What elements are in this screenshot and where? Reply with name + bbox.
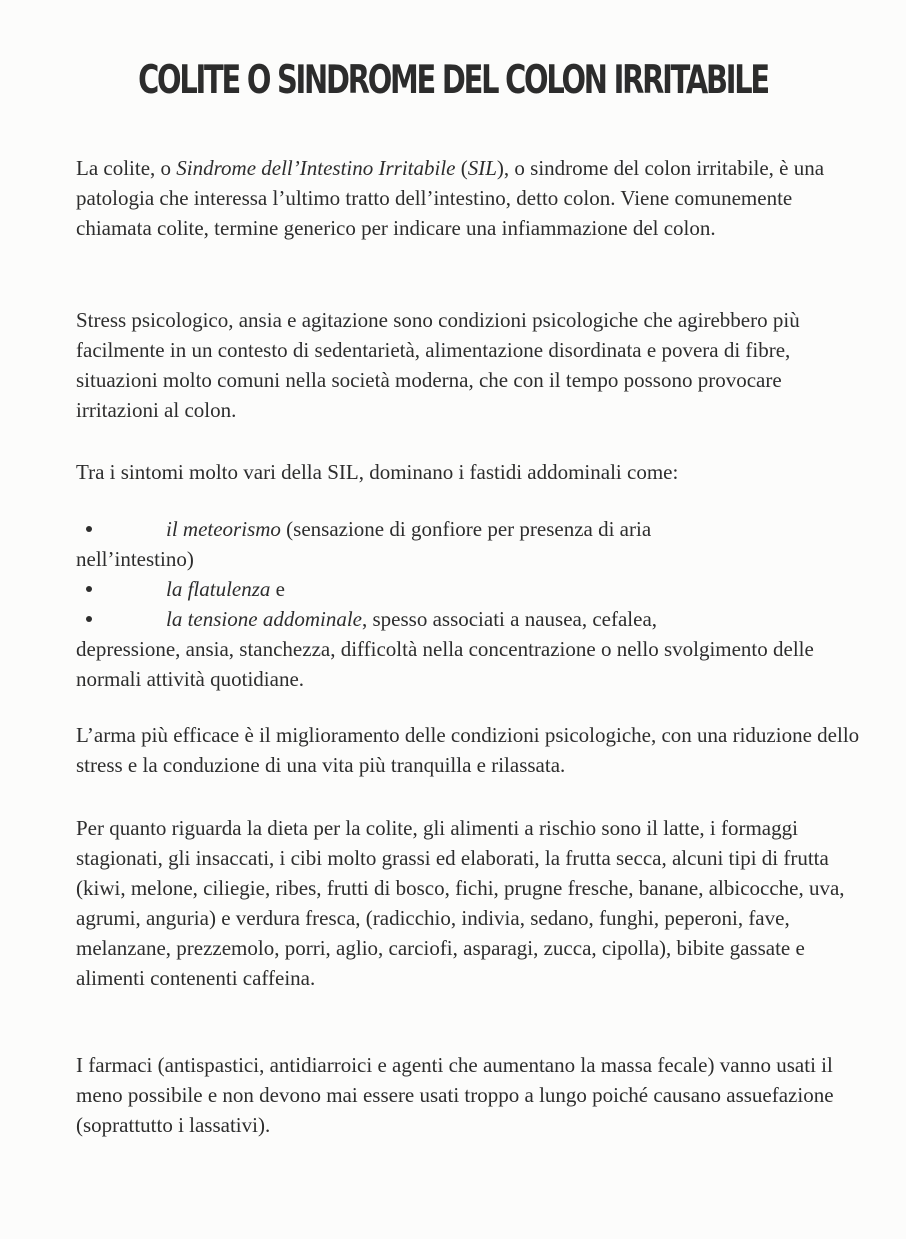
paragraph-drugs <box>76 1050 866 1140</box>
bullet-3-continuation: depressione, ansia, stanchezza, difficoltà nella concentrazione o nello svolgimento delle normali attività quotidiane. <box>76 637 814 691</box>
bullet-2-italic: la flatulenza <box>166 577 271 601</box>
bullet-2-text: e <box>270 577 285 601</box>
paragraph-diet <box>76 813 866 993</box>
intro-text-rest: ), o sindrome del colon irritabile, è una patologia che interessa l’ultimo tratto dell’intestino, detto colon. Viene comunemente chiamata colite, termine generico per indicare una infiammazione del colon. <box>76 156 825 240</box>
intro-italic-syndrome: Sindrome dell’Intestino Irritabile <box>176 156 456 180</box>
intro-paren-open: ( <box>455 156 468 180</box>
drugs-text: I farmaci (antispastici, antidiarroici e agenti che aumentano la massa fecale) vanno usati il meno possibile e non devono mai essere usati troppo a lungo poiché causano assuefazione (soprattutto i lassativi). <box>76 1053 834 1137</box>
paragraph-stress <box>76 305 866 425</box>
page-title: COLITE O SINDROME DEL COLON IRRITABILE <box>138 58 768 103</box>
symptoms-list <box>76 514 866 694</box>
bullet-1-continuation: nell’intestino) <box>76 547 194 571</box>
bullet-icon <box>76 574 166 604</box>
bullet-1-italic: il meteorismo <box>166 517 281 541</box>
intro-italic-sil: SIL <box>467 156 497 180</box>
bullet-3-italic: la tensione addominale <box>166 607 362 631</box>
bullet-icon <box>76 604 166 634</box>
bullet-1-text: (sensazione di gonfiore per presenza di aria <box>280 517 652 541</box>
intro-text-start: La colite, o <box>76 156 177 180</box>
paragraph-intro <box>76 153 866 243</box>
diet-text: Per quanto riguarda la dieta per la colite, gli alimenti a rischio sono il latte, i formaggi stagionati, gli insaccati, i cibi molto grassi ed elaborati, la frutta secca, alcuni tipi di frutta (kiwi, melone, ciliegie, ribes, frutti di bosco, fichi, prugne fresche, banane, albicocche, uva, agrumi, anguria) e verdura fresca, (radicchio, indivia, sedano, funghi, peperoni, fave, melanzane, prezzemolo, porri, aglio, carciofi, asparagi, zucca, cipolla), bibite gassate e alimenti contenenti caffeina. <box>76 816 845 990</box>
list-item <box>76 574 866 604</box>
remedy-text: L’arma più efficace è il miglioramento delle condizioni psicologiche, con una riduzione dello stress e la conduzione di una vita più tranquilla e rilassata. <box>76 723 860 777</box>
symptoms-intro-text: Tra i sintomi molto vari della SIL, dominano i fastidi addominali come: <box>76 460 679 484</box>
bullet-3-text: , spesso associati a nausea, cefalea, <box>361 607 658 631</box>
paragraph-remedy <box>76 720 866 780</box>
bullet-icon <box>76 514 166 544</box>
paragraph-symptoms-intro <box>76 457 866 487</box>
stress-text: Stress psicologico, ansia e agitazione sono condizioni psicologiche che agirebbero più facilmente in un contesto di sedentarietà, alimentazione disordinata e povera di fibre, situazioni molto comuni nella società moderna, che con il tempo possono provocare irritazioni al colon. <box>76 308 800 422</box>
list-item <box>76 514 866 544</box>
list-item <box>76 604 866 634</box>
